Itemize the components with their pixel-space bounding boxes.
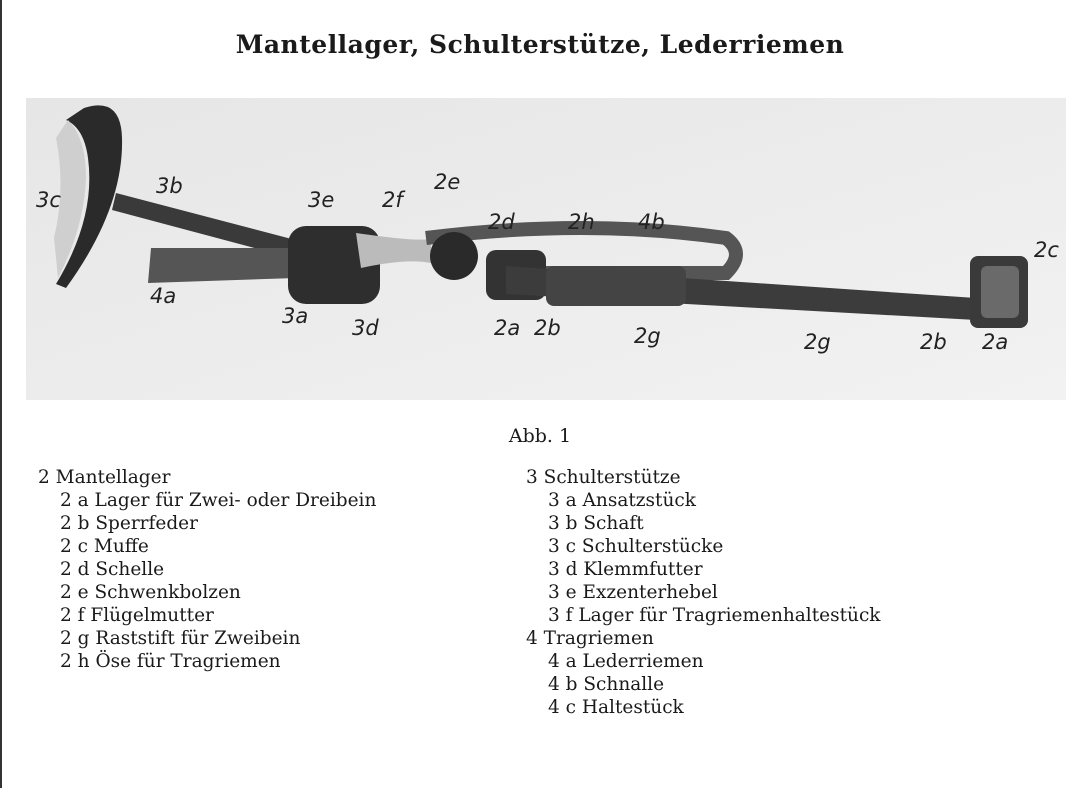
mg-parts-photo bbox=[26, 98, 1066, 400]
legend-subitem: 2 d Schelle bbox=[60, 559, 165, 580]
legend-left bbox=[38, 466, 376, 673]
legend-subitem: 2 a Lager für Zwei- oder Dreibein bbox=[60, 490, 377, 511]
figure-caption: Abb. 1 bbox=[508, 425, 572, 447]
label-2d: 2d bbox=[488, 210, 515, 234]
legend-right bbox=[526, 466, 881, 719]
label-3a: 3a bbox=[282, 304, 309, 328]
legend-item: 4 Tragriemen bbox=[526, 628, 654, 649]
label-2e: 2e bbox=[434, 170, 461, 194]
label-2a: 2a bbox=[494, 316, 521, 340]
legend-subitem: 3 e Exzenterhebel bbox=[548, 582, 718, 603]
label-4a: 4a bbox=[150, 284, 177, 308]
legend-item: 3 Schulterstütze bbox=[526, 467, 681, 488]
label-2c: 2c bbox=[1034, 238, 1059, 262]
label-2h: 2h bbox=[568, 210, 595, 234]
label-4b: 4b bbox=[638, 210, 665, 234]
legend-subitem: 4 a Lederriemen bbox=[548, 651, 704, 672]
page-title: Mantellager, Schulterstütze, Lederriemen bbox=[235, 30, 845, 59]
legend-subitem: 2 h Öse für Tragriemen bbox=[60, 651, 281, 672]
legend-subitem: 2 e Schwenkbolzen bbox=[60, 582, 241, 603]
legend-subitem: 4 c Haltestück bbox=[548, 697, 684, 718]
label-2f: 2f bbox=[382, 188, 403, 212]
label-3e: 3e bbox=[308, 188, 335, 212]
label-2b: 2b bbox=[534, 316, 561, 340]
figure-photo bbox=[26, 98, 1066, 400]
legend-subitem: 3 c Schulterstücke bbox=[548, 536, 724, 557]
label-3b: 3b bbox=[156, 174, 183, 198]
legend-subitem: 3 d Klemmfutter bbox=[548, 559, 703, 580]
label-2b: 2b bbox=[920, 330, 947, 354]
legend-subitem: 2 f Flügelmutter bbox=[60, 605, 214, 626]
legend-subitem: 2 c Muffe bbox=[60, 536, 149, 557]
legend-subitem: 2 b Sperrfeder bbox=[60, 513, 198, 534]
label-2g: 2g bbox=[634, 324, 661, 348]
legend-subitem: 4 b Schnalle bbox=[548, 674, 665, 695]
legend-subitem: 3 b Schaft bbox=[548, 513, 644, 534]
page-border bbox=[0, 0, 2, 788]
label-2a: 2a bbox=[982, 330, 1009, 354]
label-2g: 2g bbox=[804, 330, 831, 354]
label-3c: 3c bbox=[36, 188, 61, 212]
legend-subitem: 3 a Ansatzstück bbox=[548, 490, 696, 511]
legend-item: 2 Mantellager bbox=[38, 467, 171, 488]
legend-subitem: 3 f Lager für Tragriemenhaltestück bbox=[548, 605, 881, 626]
legend-subitem: 2 g Raststift für Zweibein bbox=[60, 628, 301, 649]
label-3d: 3d bbox=[352, 316, 379, 340]
